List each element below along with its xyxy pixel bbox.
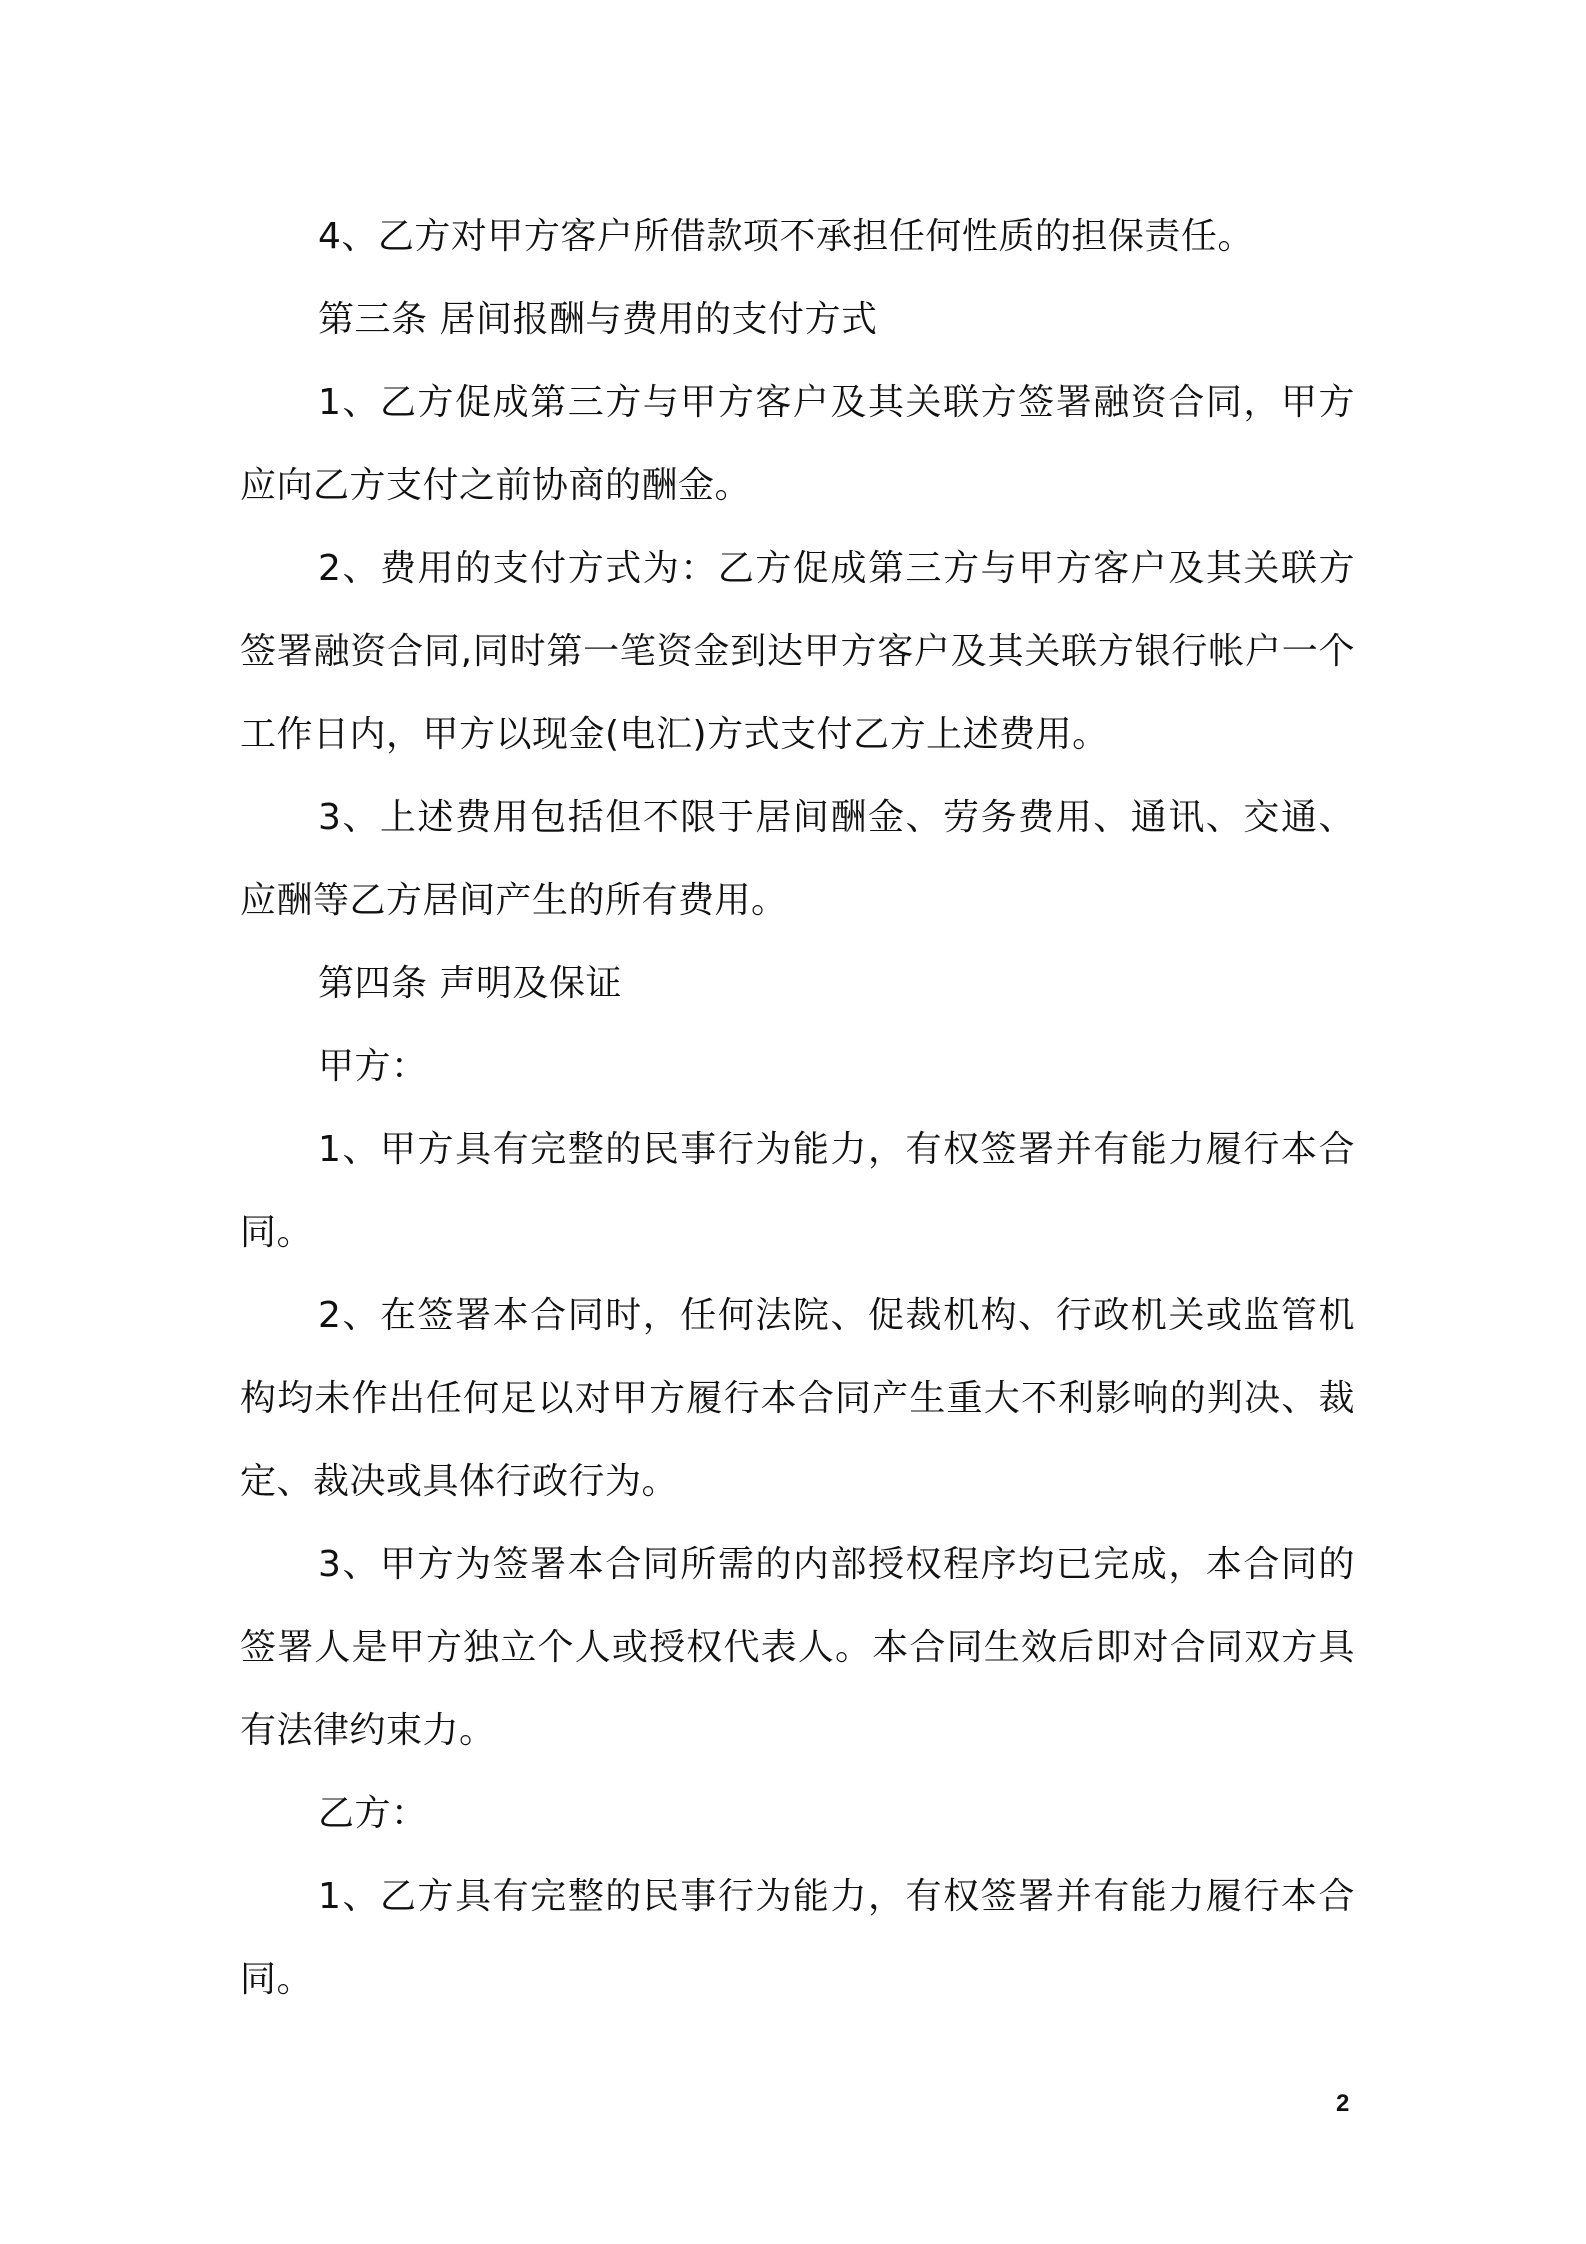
paragraph-fee-clause-2: 2、费用的支付方式为：乙方促成第三方与甲方客户及其关联方签署融资合同,同时第一笔资金到达甲方客户及其关联方银行帐户一个工作日内，甲方以现金(电汇)方式支付乙方上述费用。	[240, 548, 1355, 755]
paragraph-party-a-clause-2: 2、在签署本合同时，任何法院、促裁机构、行政机关或监管机构均未作出任何足以对甲方履行本合同产生重大不利影响的判决、裁定、裁决或具体行政行为。	[240, 1295, 1355, 1502]
document-body	[240, 195, 1355, 2021]
paragraph-party-a-clause-3: 3、甲方为签署本合同所需的内部授权程序均已完成，本合同的签署人是甲方独立个人或授权代表人。本合同生效后即对合同双方具有法律约束力。	[240, 1544, 1355, 1751]
paragraph-guarantee-disclaimer: 4、乙方对甲方客户所借款项不承担任何性质的担保责任。	[318, 216, 1254, 257]
article-three-heading: 第三条 居间报酬与费用的支付方式	[318, 299, 878, 340]
paragraph-party-a-clause-1: 1、甲方具有完整的民事行为能力，有权签署并有能力履行本合同。	[240, 1129, 1355, 1253]
paragraph-fee-clause-3: 3、上述费用包括但不限于居间酬金、劳务费用、通讯、交通、应酬等乙方居间产生的所有费用。	[240, 797, 1355, 921]
party-a-heading: 甲方：	[318, 1046, 428, 1087]
article-four-heading: 第四条 声明及保证	[318, 963, 622, 1004]
paragraph-fee-clause-1: 1、乙方促成第三方与甲方客户及其关联方签署融资合同，甲方应向乙方支付之前协商的酬金。	[240, 382, 1355, 506]
paragraph-party-b-clause-1: 1、乙方具有完整的民事行为能力，有权签署并有能力履行本合同。	[240, 1876, 1355, 2000]
page-number: 2	[1336, 2090, 1350, 2117]
party-b-heading: 乙方：	[318, 1793, 428, 1834]
